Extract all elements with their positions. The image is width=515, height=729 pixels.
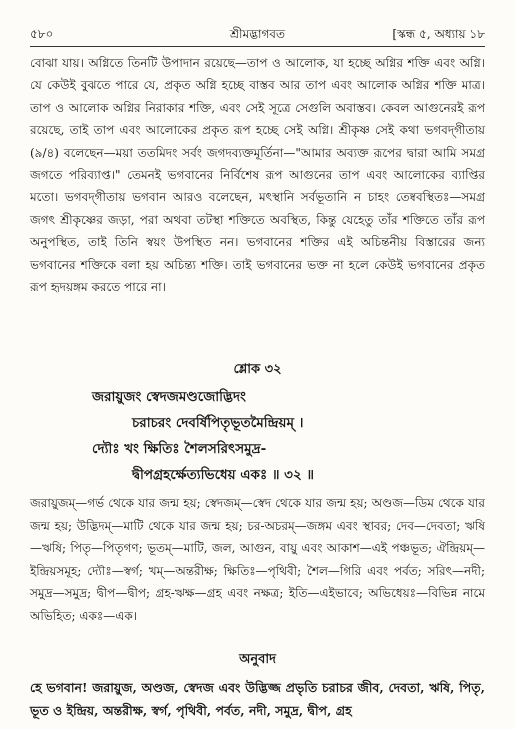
book-title: শ্রীমদ্ভাগবত <box>229 27 285 41</box>
purport-paragraph: বোঝা যায়। অগ্নিতে তিনটি উপাদান রয়েছে—তাপ ও আলোক, যা হচ্ছে অগ্নির শক্তি এবং অগ্নি। যে কেউই বুঝতে পারে যে, প্রকৃত অগ্নি হচ্ছে বাস্তব আর তাপ এবং আলোক অগ্নির শক্তি মাত্র। তাপ ও আলোক অগ্নির নিরাকার শক্তি, এবং সেই সূত্রে সেগুলি অবাস্তব। কেবল আগুনেরই রূপ রয়েছে, তাই তাপ এবং আলোকের প্রকৃত রূপ হচ্ছে সেই অগ্নি। শ্রীকৃষ্ণ সেই কথা ভগবদ্‌গীতায় (৯/৪) বলেছেন—ময়া ততমিদং সর্বং জগদব্যক্তমূর্তিনা—"আমার অব্যক্ত রূপের দ্বারা আমি সমগ্র জগতে পরিব্যাপ্ত।" তেমনই ভগবানের নির্বিশেষ রূপ আগুনের তাপ এবং আলোকের ব্যাপ্তির মতো। ভগবদ্‌গীতায় ভগবান আরও বলেছেন, মৎস্থানি সর্বভূতানি ন চাহং তেষ্ববস্থিতঃ—সমগ্র জগৎ শ্রীকৃষ্ণের জড়া, পরা অথবা তটস্থা শক্তিতে অবস্থিত, কিন্তু যেহেতু তাঁর শক্তিতে তাঁর রূপ অনুপস্থিত, তাই তিনি স্বয়ং উপস্থিত নন। ভগবানের শক্তির এই অচিন্তনীয় বিস্তারের জন্য ভগবানের শক্তিকে বলা হয় অচিন্ত্য শক্তি। তাই ভগবানের ভক্ত না হলে কেউই ভগবানের প্রকৃত রূপ হৃদয়ঙ্গম করতে পারে না। <box>30 56 485 295</box>
synonyms-paragraph: জরায়ুজম্—গর্ভ থেকে যার জন্ম হয়; স্বেদজম্—স্বেদ থেকে যার জন্ম হয়; অণ্ডজ—ডিম থেকে যার জন্ম হয়; উদ্ভিদম্—মাটি থেকে যার জন্ম হয়; চর-অচরম্—জঙ্গম এবং স্থাবর; দেব—দেবতা; ঋষি—ঋষি; পিতৃ—পিতৃগণ; ভূতম্—মাটি, জল, আগুন, বায়ু এবং আকাশ—এই পঞ্চভূত; ঐন্দ্রিয়ম্—ইন্দ্রিয়সমূহ; দ্যৌঃ—স্বর্গ; খম্—অন্তরীক্ষ; ক্ষিতিঃ—পৃথিবী; শৈল—গিরি এবং পর্বত; সরিৎ—নদী; সমুদ্র—সমুদ্র; দ্বীপ—দ্বীপ; গ্রহ-ঋক্ষ—গ্রহ এবং নক্ষত্র; ইতি—এইভাবে; অভিধেয়ঃ—বিভিন্ন নামে অভিহিত; একঃ—এক। <box>30 496 485 623</box>
page-header <box>30 26 485 44</box>
verse-line: দ্যৌঃ খং ক্ষিতিঃ শৈলসরিৎসমুদ্র- <box>92 441 267 457</box>
verse-line: দ্বীপগ্রহর্ক্ষেত্যভিধেয় একঃ ॥ ৩২ ॥ <box>132 467 315 483</box>
translation-paragraph: হে ভগবান! জরায়ুজ, অণ্ডজ, স্বেদজ এবং উদ্ভিজ্জ প্রভৃতি চরাচর জীব, দেবতা, ঋষি, পিতৃ, ভূত ও ইন্দ্রিয়, অন্তরীক্ষ, স্বর্গ, পৃথিবী, পর্বত, নদী, সমুদ্র, দ্বীপ, গ্রহ <box>30 680 485 718</box>
synonyms-section <box>30 492 485 628</box>
translation-section <box>30 676 485 722</box>
verse-line: চরাচরং দেবর্ষিপিতৃভূতমৈন্দ্রিয়ম্ । <box>132 415 304 431</box>
translation-label: অনুবাদ <box>239 652 276 667</box>
verse-block <box>92 384 492 488</box>
section-reference: [স্কন্ধ ৫, অধ্যায় ১৮ <box>392 27 485 41</box>
page-number: ৫৮০ <box>30 27 54 41</box>
verse-line: জরায়ুজং স্বেদজমণ্ডজোদ্ভিদং <box>92 389 246 405</box>
purport-section <box>30 52 485 298</box>
verse-label: শ্লোক ৩২ <box>233 362 282 377</box>
header-rule <box>30 46 485 47</box>
